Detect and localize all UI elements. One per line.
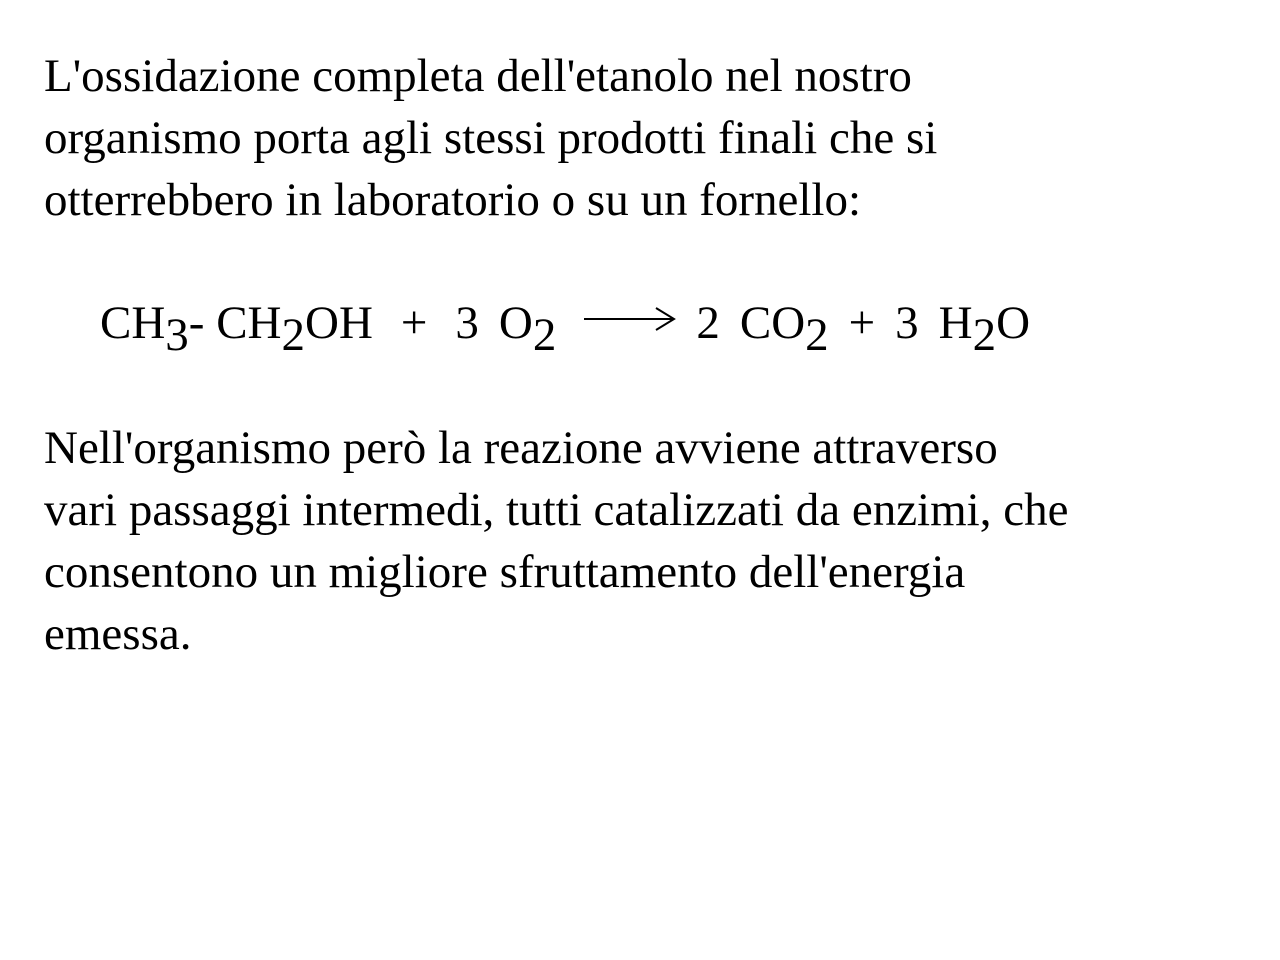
explanation-line-3: consentono un migliore sfruttamento dell'energia	[44, 546, 966, 598]
product-carbon-dioxide: 2 $CO_2$	[696, 297, 829, 361]
arrow-right-icon	[584, 304, 676, 334]
reactant-ethanol: $CH_3-$ $CH_2OH$	[100, 297, 373, 361]
reactant-oxygen: 3 $O_2$	[455, 297, 557, 361]
intro-line-3: otterrebbero in laboratorio o su un fornello:	[44, 174, 862, 226]
plus-sign-2: +	[848, 297, 876, 349]
explanation-line-2: vari passaggi intermedi, tutti catalizzati da enzimi, che	[44, 484, 1069, 536]
explanation-line-1: Nell'organismo però la reazione avviene attraverso	[44, 422, 998, 474]
intro-paragraph	[44, 45, 1244, 231]
explanation-line-4: emessa.	[44, 608, 192, 660]
product-water: 3 $H_2O$	[895, 297, 1031, 361]
intro-line-2: organismo porta agli stessi prodotti finali che si	[44, 112, 938, 164]
chemical-equation	[100, 292, 1030, 362]
plus-sign-1: +	[400, 297, 428, 349]
intro-line-1: L'ossidazione completa dell'etanolo nel nostro	[44, 50, 912, 102]
explanation-paragraph	[44, 417, 1244, 665]
